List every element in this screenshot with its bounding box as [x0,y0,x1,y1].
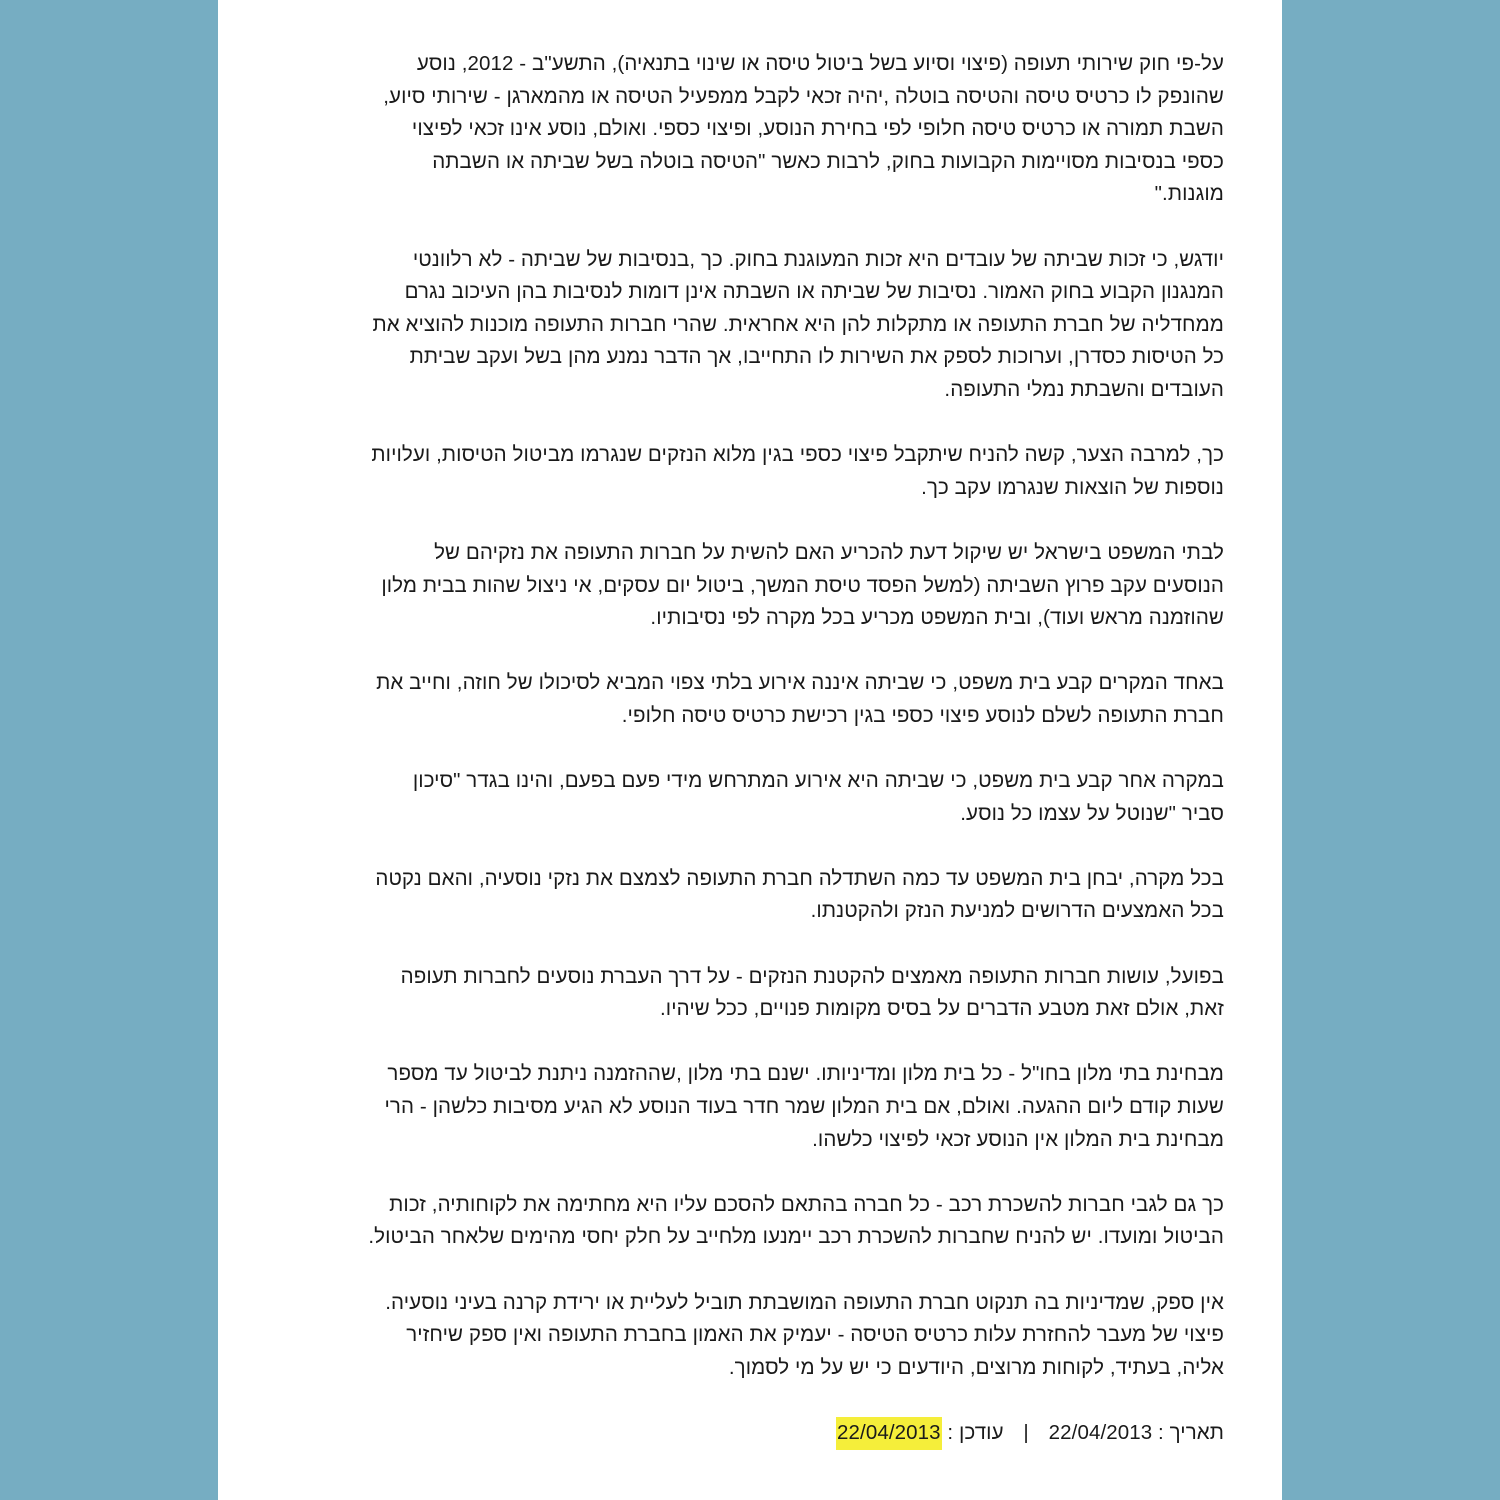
date-value: 22/04/2013 [1048,1420,1153,1444]
text-line: חברת התעופה לשלם לנוסע פיצוי כספי בגין רכישת כרטיס טיסה חלופי. [621,703,1224,727]
paragraph-7 [269,863,1224,928]
text-line: פיצוי של מעבר להחזרת עלות כרטיס הטיסה - יעמיק את האמון בחברת התעופה ואין ספק שיחזיר [406,1323,1224,1347]
text-line: כך, למרבה הצער, קשה להניח שיתקבל פיצוי כספי בגין מלוא הנזקים שנגרמו מביטול הטיסות, ועלויות [371,443,1224,467]
text-line: על-פי חוק שירותי תעופה (פיצוי וסיוע בשל ביטול טיסה או שינוי בתנאיה), התשע"ב - 2012, נוסע [416,52,1224,75]
text-line: בכל האמצעים הדרושים למניעת הנזק ולהקטנתו. [810,899,1224,923]
text-line: שהוזמנה מראש ועוד), ובית המשפט מכריע בכל מקרה לפי נסיבותיו. [650,606,1224,630]
text-line: כך גם לגבי חברות להשכרת רכב - כל חברה בהתאם להסכם עליו היא מחתימה את לקוחותיה, זכות [389,1192,1224,1216]
text-line: ממחדליה של חברת התעופה או מתקלות להן היא אחראית. שהרי חברות התעופה מוכנות להוציא את [372,312,1224,336]
text-line: השבת תמורה או כרטיס טיסה חלופי לפי בחירת הנוסע, ופיצוי כספי. ואולם, נוסע אינו זכאי לפיצוי [411,117,1224,141]
text-line: באחד המקרים קבע בית משפט, כי שביתה איננה אירוע בלתי צפוי המביא לסיכולו של חוזה, וחייב את [376,671,1224,695]
text-line: הנוסעים עקב פרוץ השביתה (למשל הפסד טיסת המשך, ביטול יום עסקים, אי ניצול שהות בבית מלון [381,573,1224,597]
paragraph-4 [269,537,1224,635]
paragraph-6 [269,765,1224,830]
updated-value: 22/04/2013 [836,1417,942,1450]
text-line: המנגנון הקבוע בחוק האמור. נסיבות של שביתה או השבתה אינן דומות לנסיבות בהן העיכוב נגרם [404,280,1224,304]
text-line: מבחינת בתי מלון בחו"ל - כל בית מלון ומדיניותו. ישנם בתי מלון ,שההזמנה ניתנת לביטול עד מספר [387,1062,1224,1086]
date-label: תאריך : [1158,1420,1224,1444]
text-line: מוגנות." [1154,182,1224,206]
paragraph-9 [269,1058,1224,1156]
updated-label: עודכן : [947,1420,1004,1444]
paragraph-5 [269,667,1224,732]
text-line: זאת, אולם זאת מטבע הדברים על בסיס מקומות פנויים, ככל שיהיו. [659,997,1224,1021]
text-line: העובדים והשבתת נמלי התעופה. [944,377,1224,401]
paragraph-10 [269,1189,1224,1254]
paragraph-1 [269,48,1224,211]
text-line: אליה, בעתיד, לקוחות מרוצים, היודעים כי יש על מי לסמוך. [728,1355,1224,1379]
paragraph-2 [269,244,1224,407]
text-line: בכל מקרה, יבחן בית המשפט עד כמה השתדלה חברת התעופה לצמצם את נזקי נוסעיה, והאם נקטה [375,866,1224,890]
text-line: לבתי המשפט בישראל יש שיקול דעת להכריע האם להשית על חברות התעופה את נזקיהם של [434,540,1224,564]
paragraph-11 [269,1287,1224,1385]
text-line: סביר "שנוטל על עצמו כל נוסע. [960,801,1224,825]
text-line: מבחינת בית המלון אין הנוסע זכאי לפיצוי כלשהו. [812,1127,1224,1151]
date-footer [269,1417,1224,1450]
text-line: הביטול ומועדו. יש להניח שחברות להשכרת רכב יימנעו מלחייב על חלק יחסי מהימים שלאחר הביטול. [368,1225,1224,1249]
paragraph-8 [269,961,1224,1026]
article-body [269,48,1224,1450]
text-line: שעות קודם ליום ההגעה. ואולם, אם בית המלון שמר חדר בעוד הנוסע לא הגיע מסיבות כלשהן - הרי [384,1095,1224,1118]
document-page [218,0,1282,1500]
footer-separator: | [1023,1420,1029,1444]
text-line: יודגש, כי זכות שביתה של עובדים היא זכות המעוגנת בחוק. כך ,בנסיבות של שביתה - לא רלוונטי [412,247,1224,271]
text-line: בפועל, עושות חברות התעופה מאמצים להקטנת הנזקים - על דרך העברת נוסעים לחברות תעופה [400,964,1224,988]
text-line: במקרה אחר קבע בית משפט, כי שביתה היא אירוע המתרחש מידי פעם בפעם, והינו בגדר "סיכון [412,769,1224,793]
text-line: שהונפק לו כרטיס טיסה והטיסה בוטלה ,יהיה זכאי לקבל ממפעיל הטיסה או מהמארגן - שירותי סיוע, [383,84,1224,108]
text-line: נוספות של הוצאות שנגרמו עקב כך. [921,475,1224,499]
text-line: אין ספק, שמדיניות בה תנקוט חברת התעופה המושבתת תוביל לעליית או ירידת קרנה בעיני נוסעיה. [385,1290,1224,1314]
text-line: כל הטיסות כסדרן, וערוכות לספק את השירות לו התחייבו, אך הדבר נמנע מהן בשל ועקב שביתת [409,345,1224,369]
text-line: כספי בנסיבות מסויימות הקבועות בחוק, לרבות כאשר "הטיסה בוטלה בשל שביתה או השבתה [432,149,1224,173]
paragraph-3 [269,439,1224,504]
